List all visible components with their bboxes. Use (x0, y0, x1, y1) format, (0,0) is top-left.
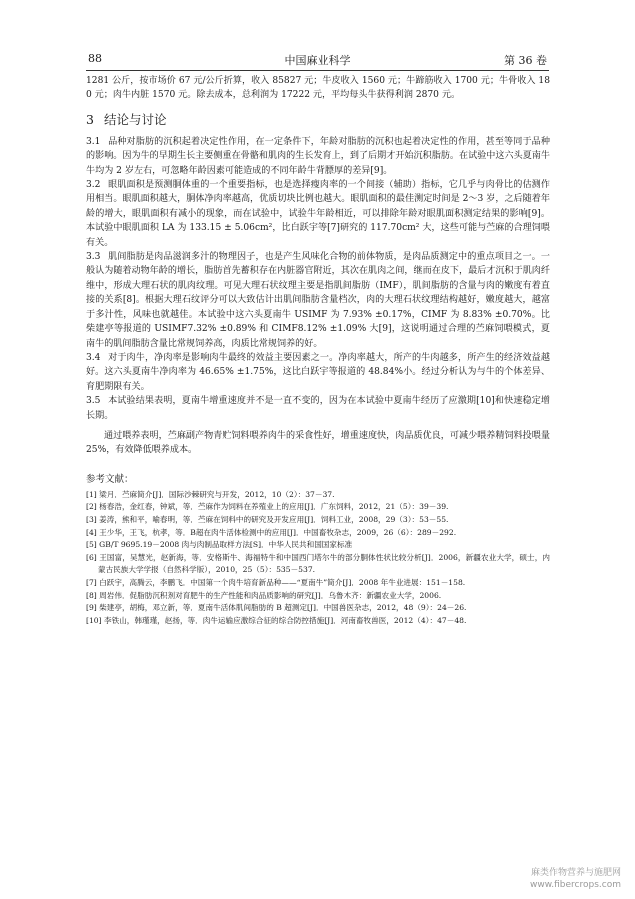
paragraph-text: 本试验结果表明，夏南牛增重速度并不是一直不变的，因为在本试验中夏南牛经历了应激期[10]和快速稳定增长期。 (86, 396, 550, 421)
section-title: 结论与讨论 (104, 111, 167, 127)
closing-paragraph: 通过喂养表明，苎麻副产物青贮饲料喂养肉牛的采食性好，增重速度快，肉品质优良，可减少喂养精饲料投喂量 25%，有效降低喂养成本。 (86, 430, 550, 456)
references-title: 参考文献： (86, 473, 134, 485)
paragraph-3-2 (86, 178, 550, 250)
reference-item: [4] 王少华，王飞，杭孝，等．B超在肉牛活体检测中的应用[J]．中国畜牧杂志，2009，26（6）：289－292. (86, 527, 457, 537)
paragraph-number: 3.1 (86, 136, 101, 147)
reference-item: [7] 白跃宇，高腾云，李鹏飞．中国第一个肉牛培育新品种——“夏南牛”简介[J]．2008 年牛业进展：151－158. (86, 577, 466, 587)
paragraph-number: 3.4 (86, 352, 101, 363)
site-watermark (530, 867, 621, 891)
article-body (86, 74, 550, 627)
section-heading (86, 111, 550, 129)
reference-item: [6] 王国富，吴慧光，赵新海，等．安格斯牛、海福特牛和中国西门塔尔牛的部分胴体性状比较分析[J]．2006，新疆农业大学，硕士，内蒙古民族大学学报（自然科学版），2010，25（5）：535－537. (86, 552, 550, 575)
paragraph-number: 3.2 (86, 180, 101, 191)
reference-item: [10] 李铁山，韩瑾瑾，赵扬，等．肉牛运输应激综合征的综合防控措施[J]．河南畜牧兽医，2012（4）：47－48. (86, 615, 467, 625)
running-header (88, 52, 547, 68)
watermark-url: www.fibercrops.com (530, 880, 621, 890)
journal-title: 中国麻业科学 (284, 54, 351, 67)
intro-paragraph: 1281 公斤，按市场价 67 元/公斤折算，收入 85827 元；牛皮收入 1560 元；牛蹄筋收入 1700 元；牛骨收入 180 元；肉牛内脏 1570 元。除去成本，总利润为 17222 元，平均每头牛获得利润 2870 元。 (86, 76, 550, 101)
reference-item: [3] 姜涛，熊和平，喻春明，等．苎麻在饲料中的研究及开发应用[J]．饲料工业，2008，29（3）：53－55. (86, 514, 449, 524)
reference-item: [9] 柴建亭，胡梅，邓立新，等．夏南牛活体肌间脂肪的 B 超测定[J]．中国兽医杂志，2012，48（9）：24－26. (86, 603, 467, 613)
reference-item: [2] 杨春浩，金红春，钟斌，等．苎麻作为饲料在养殖业上的应用[J]．广东饲料，2012，21（5）：39－39. (86, 502, 449, 512)
paragraph-3-1 (86, 135, 550, 178)
reference-item: [5] GB/T 9695.19－2008 肉与肉制品取样方法[S]．中华人民共和国国家标准 (86, 540, 353, 550)
paragraph-3-3 (86, 250, 550, 351)
paragraph-number: 3.3 (86, 252, 101, 263)
paragraph-number: 3.5 (86, 396, 101, 407)
references-section (86, 472, 550, 628)
reference-item: [8] 周岩伟．促脂肪沉积剂对育肥牛的生产性能和肉品质影响的研究[J]．乌鲁木齐：新疆农业大学，2006. (86, 590, 442, 600)
watermark-title: 麻类作物营养与施肥网 (530, 868, 621, 878)
page-number: 88 (88, 52, 102, 65)
paragraph-text: 对于肉牛，净肉率是影响肉牛最终的效益主要因素之一。净肉率越大，所产的牛肉越多，所产生的经济效益越好。这六头夏南牛净肉率为 46.65% ±1.75%，这比白跃宇等报道的 48.84%小。经过分析认为与牛的个体差异、育肥期限有关。 (86, 352, 550, 392)
section-number: 3 (86, 111, 94, 127)
paragraph-text: 眼肌面积是预测胴体重的一个重要指标，也是选择瘦肉率的一个间接（辅助）指标，它几乎与肉骨比的估测作用相当。眼肌面积越大，胴体净肉率越高，优质切块比例也越大。眼肌面积的最佳测定时间是 2～3 岁，之后随着年龄的增大，眼肌面积有减小的现象，而在试验中，试验牛年龄相近，可以排除年龄对眼肌面积测定结果的影响[9]。本试验中眼肌面积 LA 为 133.15 ± 5.06cm²，比白跃宇等[7]研究的 117.70cm² 大，这些可能与苎麻的合理饲喂有关。 (86, 180, 550, 248)
reference-item: [1] 梁月．苎麻简介[J]．国际沙棘研究与开发，2012，10（2）：37－37. (86, 489, 335, 499)
paragraph-3-5 (86, 394, 550, 423)
paragraph-text: 品种对脂肪的沉积起着决定性作用，在一定条件下，年龄对脂肪的沉积也起着决定性的作用，甚至等同于品种的影响。因为牛的早期生长主要侧重在骨骼和肌肉的生长发育上，到了后期才开始沉积脂肪。在试验中这六头夏南牛牛均为 2 岁左右，可忽略年龄因素可能造成的不同年龄牛背膘厚的差异[9]。 (86, 136, 550, 176)
volume-label: 第 36 卷 (504, 54, 547, 67)
header-rule (86, 70, 549, 71)
paragraph-3-4 (86, 351, 550, 394)
paragraph-text: 肌间脂肪是肉品滋润多汁的物理因子，也是产生风味化合物的前体物质，是肉品质测定中的重点项目之一。一般认为随着动物年龄的增长，脂肪首先蓄积存在内脏器官附近，其次在肌肉之间，继而在皮下，最后才沉积于肌肉纤维中，形成大理石状的肌肉纹理。可见大理石状纹理主要是指肌间脂肪（IMF），肌间脂肪的含量与肉的嫩度有着直接的关系[8]。根据大理石纹评分可以大致估计出肌间脂肪含量档次，肉的大理石状纹理结构越好，嫩度越大，越富于多汁性，风味也就越佳。本试验中这六头夏南牛 USIMF 为 7.93% ±0.17%，CIMF 为 8.83% ±0.70%。比柴建亭等报道的 USIMF7.32% ±0.89% 和 CIMF8.12% ±1.09% 大[9]，这说明通过合理的苎麻饲喂模式，夏南牛的肌间脂肪含量比常规饲养高，肉质比常规饲养的好。 (86, 252, 550, 349)
